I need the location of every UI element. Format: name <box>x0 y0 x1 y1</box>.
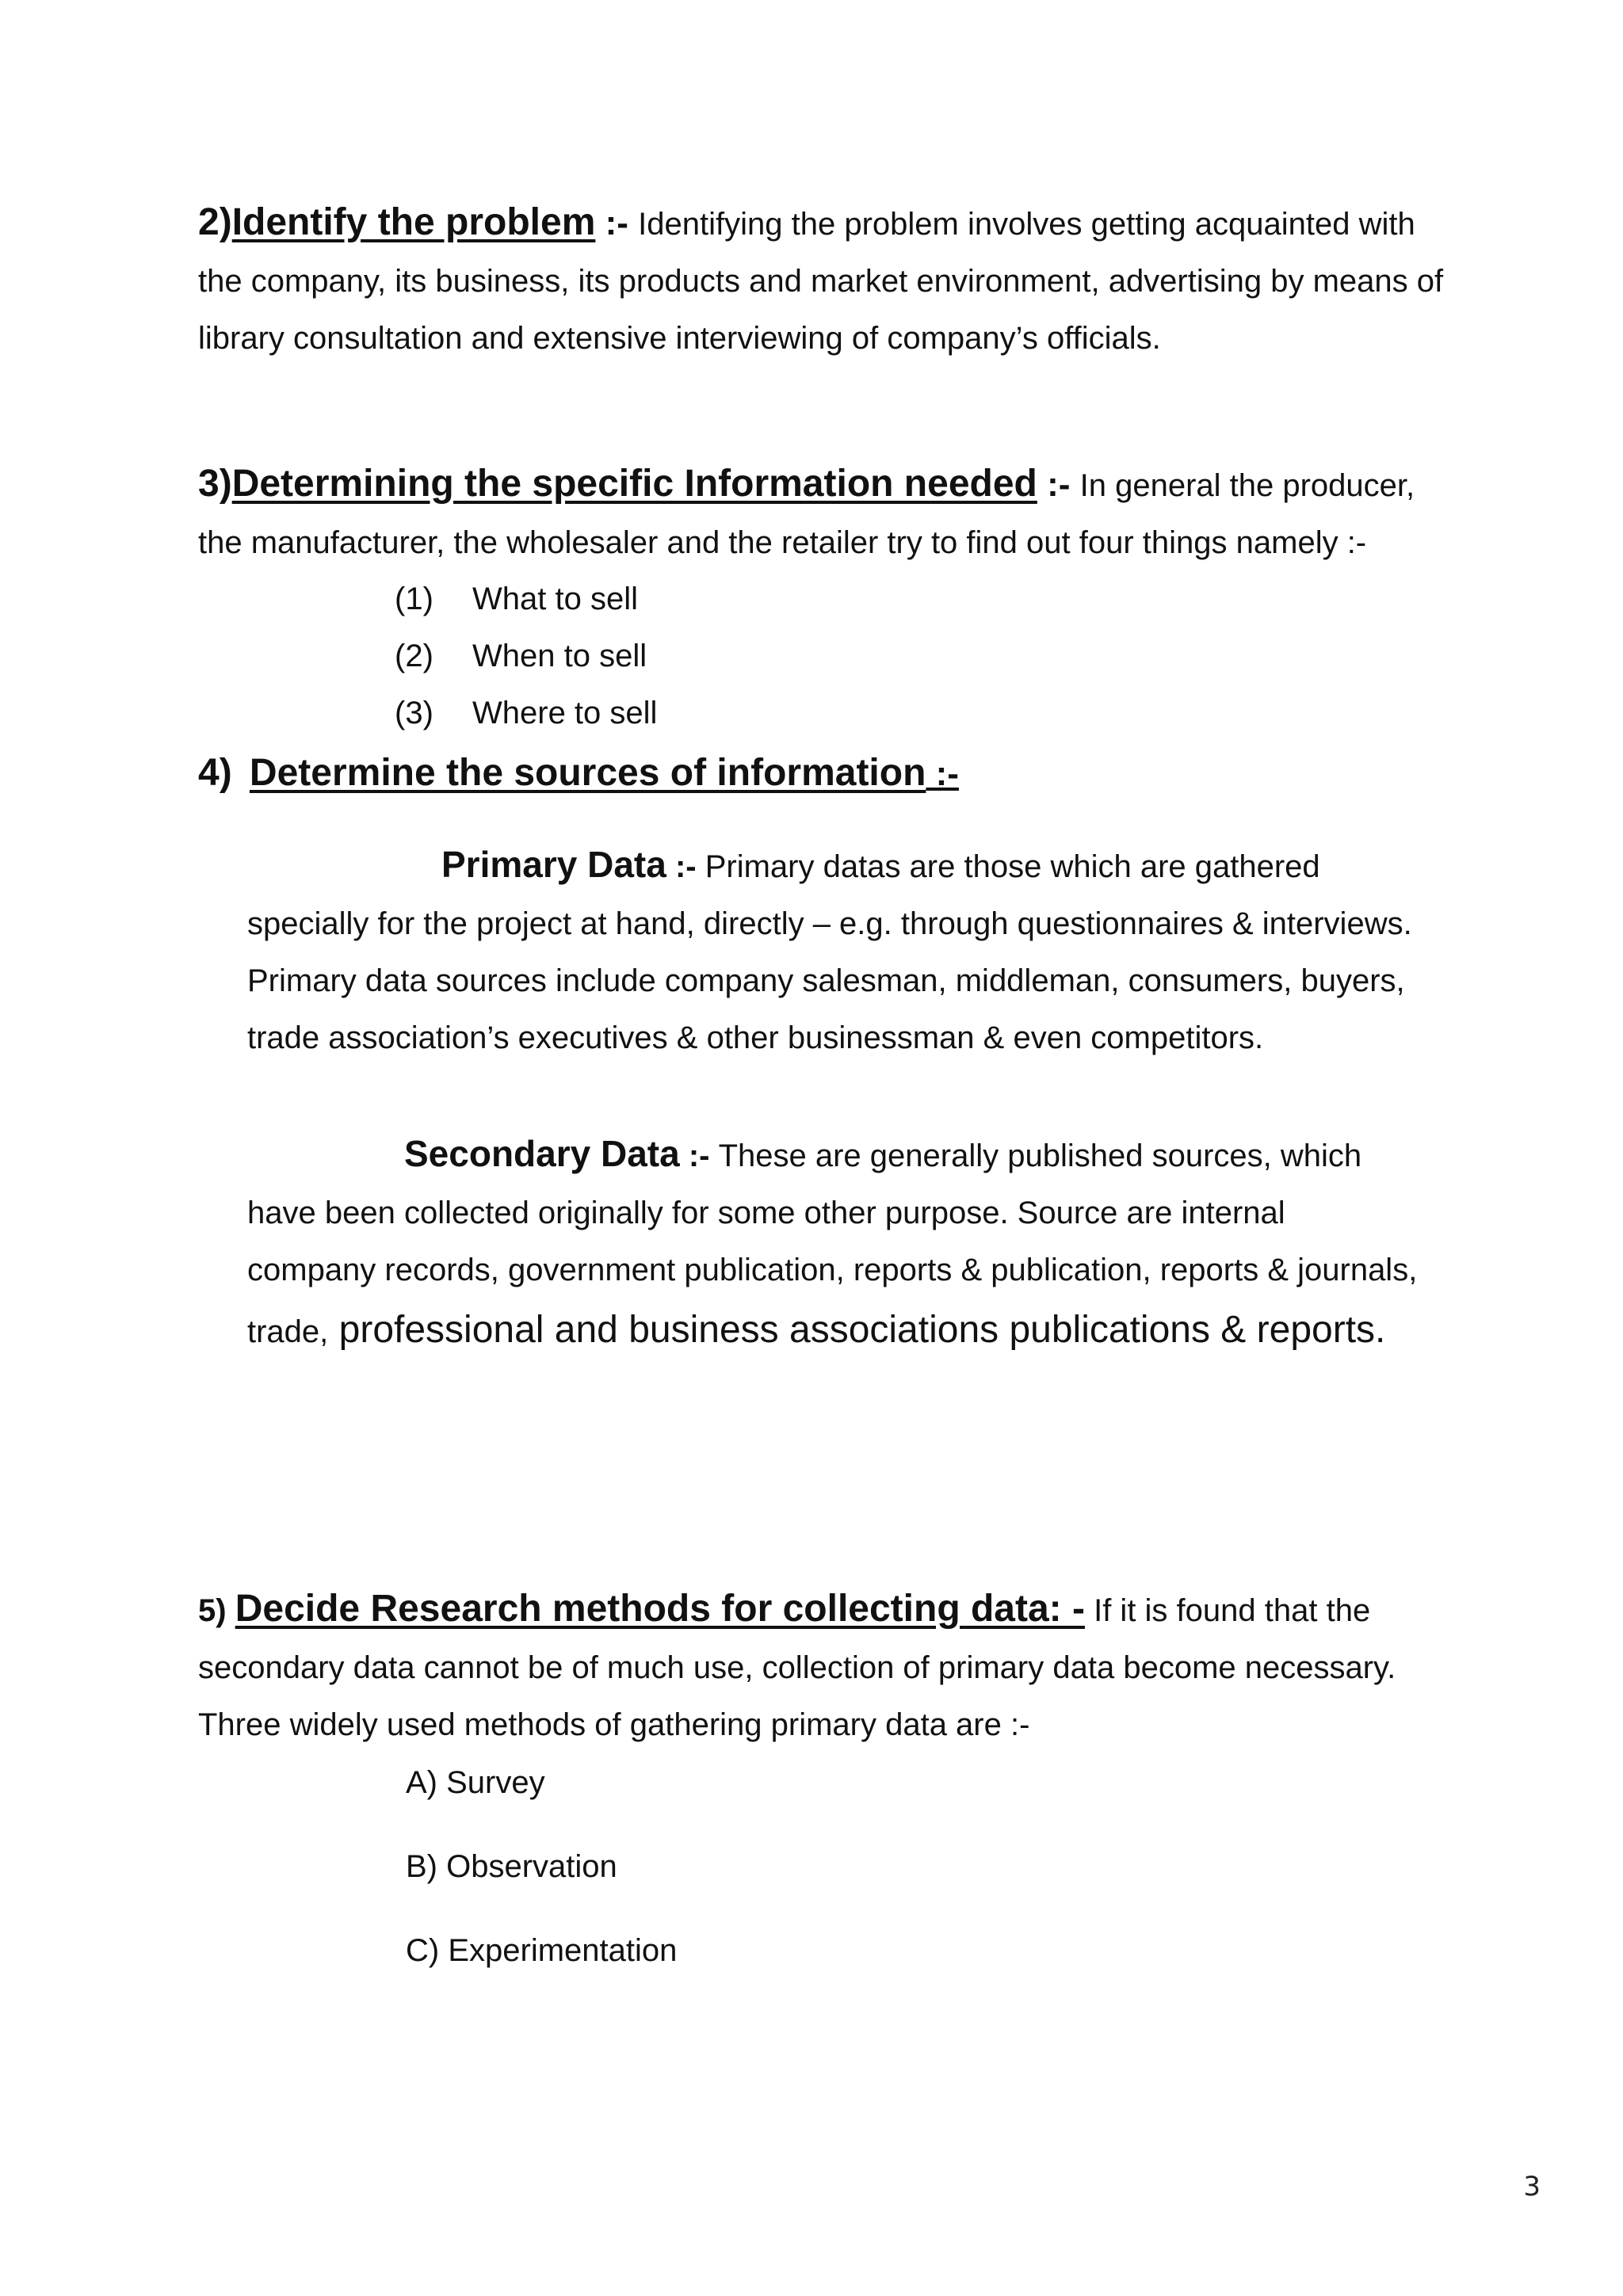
list-item: A) Survey <box>406 1765 545 1800</box>
secondary-data-paragraph <box>247 1125 1420 1362</box>
section-heading: Determining the specific Information needed <box>231 463 1037 505</box>
section-number: 3) <box>198 463 232 505</box>
primary-data-body: Primary datas are those which are gathered specially for the project at hand, directly – e.g. through questionnaires & interviews. Primary data sources include company salesman, middleman, consumers, buyers, trade association’s executives & other businessman & even competitors. <box>247 849 1412 1055</box>
secondary-data-body-large: professional and business associations publications & reports. <box>328 1309 1386 1351</box>
list-item: B) Observation <box>406 1849 617 1884</box>
sub-separator: :- <box>679 1138 719 1173</box>
primary-data-title: Primary Data <box>441 844 666 885</box>
section-number: 5) <box>198 1593 227 1628</box>
section-specific-information <box>198 456 1450 571</box>
section-research-methods <box>198 1581 1450 1753</box>
heading-separator: :- <box>1037 465 1080 504</box>
research-methods-list <box>406 1760 677 2012</box>
list-item: (1) What to sell <box>395 582 638 616</box>
section-sources-heading <box>198 745 1450 803</box>
page-number: 3 <box>1523 2171 1541 2203</box>
section-heading: Decide Research methods for collecting data: - <box>235 1588 1085 1630</box>
list-item: (2) When to sell <box>395 639 647 673</box>
section-heading: Identify the problem <box>231 201 596 243</box>
heading-separator: :- <box>595 204 639 242</box>
section-body: Identifying the problem involves getting acquainted with the company, its business, its products and market environment, advertising by means of library consultation and extensive interviewing of company’s officials. <box>198 207 1444 356</box>
sub-separator: :- <box>666 849 705 884</box>
section-number: 4) <box>198 752 232 794</box>
list-item: (3) Where to sell <box>395 696 658 730</box>
section-identify-problem <box>198 194 1450 367</box>
section-number: 2) <box>198 201 232 243</box>
section-body: In general the producer, the manufacturer, the wholesaler and the retailer try to find out four things namely :- <box>198 468 1415 560</box>
list-item: C) Experimentation <box>406 1933 678 1968</box>
section-body: If it is found that the secondary data cannot be of much use, collection of primary data become necessary. Three widely used methods of gathering primary data are :- <box>198 1593 1396 1742</box>
section-heading: Determine the sources of information <box>249 752 926 794</box>
things-to-find-list <box>395 570 657 742</box>
secondary-data-title: Secondary Data <box>404 1133 680 1174</box>
secondary-data-body: These are generally published sources, which have been collected originally for some other purpose. Source are internal company records, government publication, reports & publication, reports & journals, trade, <box>247 1138 1418 1349</box>
primary-data-paragraph <box>247 836 1420 1066</box>
heading-separator: :- <box>926 754 959 793</box>
